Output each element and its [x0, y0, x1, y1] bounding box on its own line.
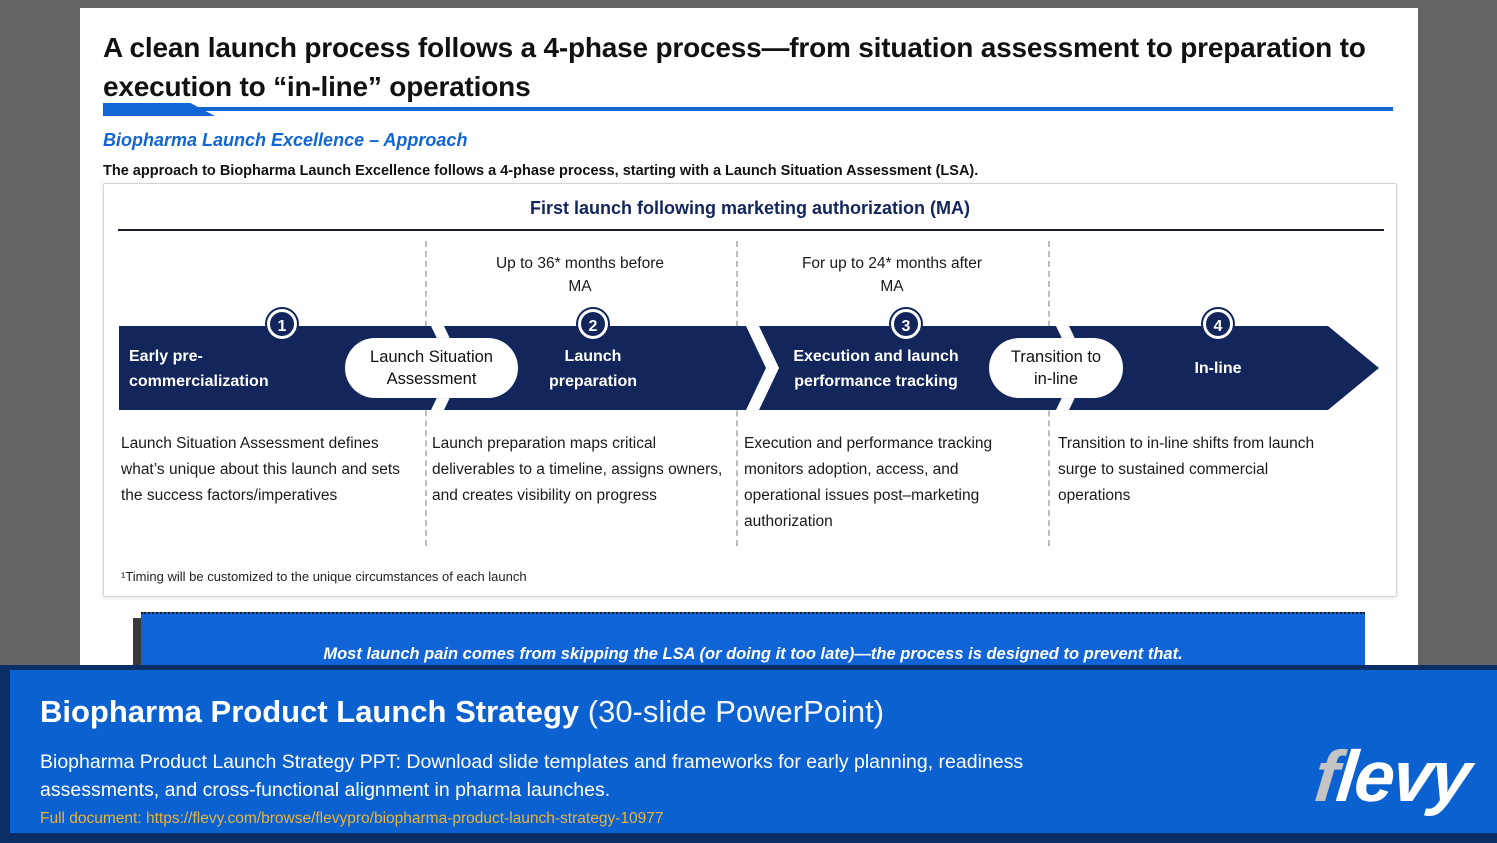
timeline-label-after-ma: For up to 24* months after MA [801, 255, 983, 295]
promo-banner-panel [10, 670, 1497, 833]
phase-4-label: In-line [1194, 360, 1242, 377]
milestone-pill-transition-to-in-line [989, 338, 1123, 398]
milestone-pill-label: Launch Situation Assessment [370, 348, 493, 388]
promo-banner [0, 665, 1497, 843]
flevy-logo-levy: levy [1332, 737, 1474, 817]
diagram-footnote: ¹Timing will be customized to the unique circumstances of each launch [121, 569, 527, 584]
diagram-header: First launch following marketing authorization (MA) [530, 198, 970, 218]
phase-1-number-badge: 1 [267, 309, 297, 339]
phase-3-description: Execution and performance tracking monitors adoption, access, and operational issues post–marketing authorization [744, 435, 993, 530]
flevy-logo [1310, 737, 1474, 817]
phase-4-number-badge: 4 [1203, 309, 1233, 339]
key-message-text: Most launch pain comes from skipping the LSA (or doing it too late)—the process is designed to prevent that. [323, 645, 1183, 663]
full-document-link[interactable]: Full document: https://flevy.com/browse/flevypro/biopharma-product-launch-strategy-10977 [40, 810, 664, 827]
timeline-label-before-ma: Up to 36* months before MA [495, 255, 665, 295]
slide-title: A clean launch process follows a 4-phase process—from situation assessment to preparation to execution to “in-line” operations [103, 32, 1366, 102]
milestone-pill-label: Transition to in-line [1010, 348, 1102, 388]
document-description: Biopharma Product Launch Strategy PPT: Download slide templates and frameworks for early planning, readiness assessments, and cross-functional alignment in pharma launches. [40, 751, 1024, 801]
document-title [40, 694, 884, 730]
key-message-callout [141, 612, 1365, 665]
flevy-logo-f: f [1310, 737, 1342, 817]
milestone-pill-launch-situation-assessment [345, 338, 518, 398]
title-underline [103, 107, 1393, 111]
phase-3-label: Execution and launch performance tracking [793, 348, 959, 390]
phase-2-number-badge: 2 [578, 309, 608, 339]
slide-lead-text: The approach to Biopharma Launch Excellence follows a 4-phase process, starting with a Launch Situation Assessment (LSA). [103, 163, 979, 179]
slide-subtitle: Biopharma Launch Excellence – Approach [103, 130, 468, 150]
phase-4-description: Transition to in-line shifts from launch surge to sustained commercial operations [1058, 435, 1315, 504]
document-title-main: Biopharma Product Launch Strategy [40, 694, 580, 729]
phase-2-label: Launch preparation [548, 348, 637, 390]
phase-3-number-badge: 3 [891, 309, 921, 339]
phase-1-description: Launch Situation Assessment defines what’s unique about this launch and sets the success factors/imperatives [121, 435, 400, 504]
process-diagram-card [103, 183, 1397, 597]
diagram-header-rule [118, 229, 1384, 231]
document-title-suffix: (30-slide PowerPoint) [579, 694, 885, 729]
phase-2-description: Launch preparation maps critical deliverables to a timeline, assigns owners, and creates visibility on progress [432, 435, 723, 504]
slide-canvas [80, 8, 1418, 665]
phase-1-label: Early pre-commercialization [129, 348, 269, 390]
